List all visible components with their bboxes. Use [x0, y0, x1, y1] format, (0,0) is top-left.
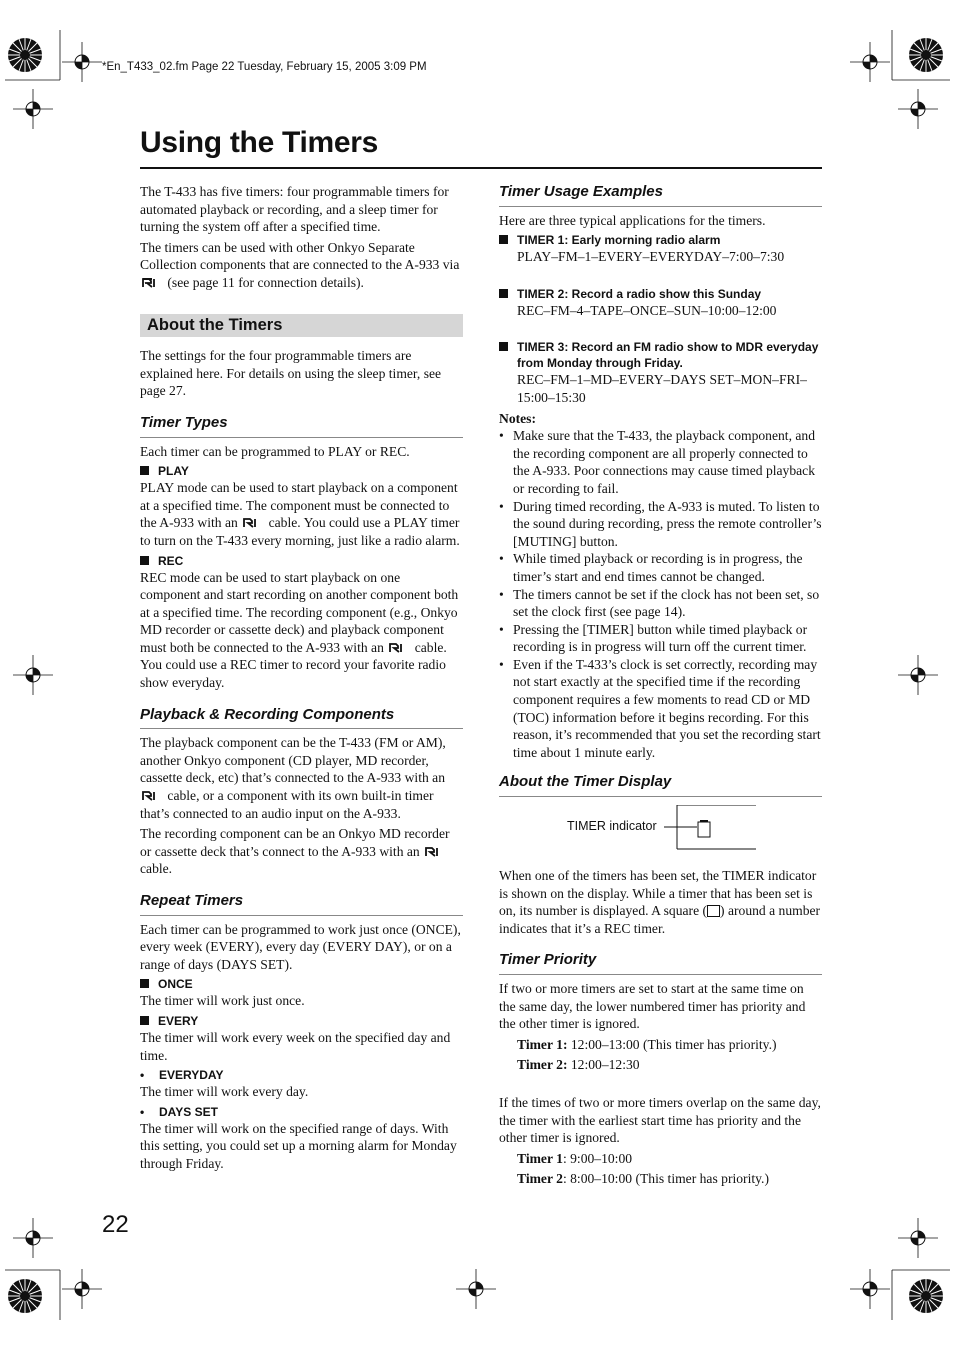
- notes-label: Notes:: [499, 410, 536, 426]
- priority-example-3: Timer 1: 9:00–10:00: [517, 1150, 633, 1166]
- example-3-label: TIMER 3: Record an FM radio show to MDR everyday from Monday through Friday.: [499, 339, 822, 371]
- note-item: • During timed recording, the A-933 is muted. To listen to the sound during recording, press the remote controller’s [MUTING] button.: [499, 498, 822, 551]
- priority-text-2: If the times of two or more timers overlap on the same day, the timer with the earliest start time has priority and the other timer is ignored.: [499, 1094, 821, 1146]
- timer-types-text: Each timer can be programmed to PLAY or REC.: [140, 443, 410, 459]
- about-timers-heading: About the Timers: [140, 314, 463, 338]
- everyday-text: The timer will work every day.: [140, 1084, 309, 1100]
- page-title: Using the Timers: [140, 126, 379, 159]
- repeat-text: Each timer can be programmed to work just once (ONCE), every week (EVERY), every day (EVERY DAY), or on a range of days (DAYS SET).: [140, 921, 461, 972]
- display-heading: About the Timer Display: [499, 773, 822, 797]
- example-1-code: PLAY–FM–1–EVERY–EVERYDAY–7:00–7:30: [517, 249, 785, 265]
- square-icon: [707, 905, 720, 917]
- note-item: • Pressing the [TIMER] button while timed playback or recording is in progress will turn off the current timer.: [499, 621, 822, 656]
- priority-example-2: Timer 2: 12:00–12:30: [517, 1057, 640, 1073]
- daysset-label: • DAYS SET: [140, 1104, 218, 1119]
- priority-text-1: If two or more timers are set to start at the same time on the same day, the lower numbered timer has priority and the other timer is ignored.: [499, 981, 806, 1032]
- priority-heading: Timer Priority: [499, 951, 822, 975]
- play-label: PLAY: [140, 463, 463, 479]
- file-header: *En_T433_02.fm Page 22 Tuesday, February 15, 2005 3:09 PM: [102, 61, 427, 73]
- example-1-label: TIMER 1: Early morning radio alarm: [499, 232, 822, 248]
- display-text: When one of the timers has been set, the TIMER indicator is shown on the display. While a timer that has been set is on, its number is displayed. A square ( ) around a number indicates that it’s a REC timer.: [499, 868, 821, 936]
- ri-icon: [142, 790, 162, 801]
- left-column: [140, 183, 463, 1176]
- intro-p2-text: The timers can be used with other Onkyo Separate Collection components that are connected to the A-933 via: [140, 239, 460, 273]
- intro-paragraph-1: The T-433 has five timers: four programmable timers for automated playback or recording, and a sleep timer for turning the system off after a specified time.: [140, 184, 449, 235]
- components-text-2: The recording component can be an Onkyo MD recorder or cassette deck that’s connect to the A-933 with an cable.: [140, 826, 450, 877]
- every-label: EVERY: [140, 1013, 463, 1029]
- rec-text: REC mode can be used to start playback on one component and start recording on another component both at a specified time. The recording component (e.g., Onkyo MD recorder or cassette deck) and playback component must both be connected to the A-933 with an cable. You could use a REC timer to record your favorite radio show everyday.: [140, 569, 459, 691]
- note-item: • Make sure that the T-433, the playback component, and the recording component are all properly connected to the A-933. Poor connections may cause timed playback or recording to fail.: [499, 427, 822, 497]
- title-rule: [140, 167, 822, 169]
- priority-example-4: Timer 2: 8:00–10:00 (This timer has priority.): [517, 1171, 769, 1187]
- daysset-text: The timer will work on the specified range of days. With this setting, you could set up a morning alarm for Monday through Friday.: [140, 1120, 457, 1171]
- every-text: The timer will work every week on the specified day and time.: [140, 1029, 451, 1063]
- priority-example-1: Timer 1: 12:00–13:00 (This timer has priority.): [517, 1036, 777, 1052]
- timer-display-figure: [499, 805, 822, 867]
- example-2-label: TIMER 2: Record a radio show this Sunday: [499, 286, 822, 302]
- page-number: 22: [102, 1211, 129, 1238]
- note-item: • Even if the T-433’s clock is set correctly, recording may not start exactly at the specified time if the recording component requires a few moments to read CD or MD (TOC) information before it begins recording. For this reason, it’s recommended that you set the recording start time about 1 minute early.: [499, 656, 822, 762]
- timer-indicator-label: TIMER indicator: [567, 819, 657, 834]
- ri-icon: [425, 846, 445, 857]
- example-3-code: REC–FM–1–MD–EVERY–DAYS SET–MON–FRI–15:00–15:30: [517, 372, 807, 405]
- everyday-label: • EVERYDAY: [140, 1068, 224, 1083]
- display-diagram: [664, 805, 824, 855]
- once-label: ONCE: [140, 976, 463, 992]
- usage-intro: Here are three typical applications for the timers.: [499, 212, 766, 228]
- ri-icon: [389, 642, 409, 653]
- components-heading: Playback & Recording Components: [140, 706, 463, 730]
- usage-heading: Timer Usage Examples: [499, 183, 822, 207]
- note-item: • The timers cannot be set if the clock has not been set, so set the clock first (see page 14).: [499, 586, 822, 621]
- intro-p2-text-end: (see page 11 for connection details).: [167, 274, 364, 290]
- play-text: PLAY mode can be used to start playback on a component at a specified time. The component must be connected to the A-933 with an cable. You could use a PLAY timer to turn on the T-433 every morning, just like a radio alarm.: [140, 480, 460, 548]
- components-text-1: The playback component can be the T-433 (FM or AM), another Onkyo component (CD player, MD recorder, cassette deck, etc) that’s connected to the A-933 with an cable, or a component with its own built-in timer that’s connected to an audio input on the A-933.: [140, 735, 446, 821]
- ri-icon: [142, 277, 162, 288]
- once-text: The timer will work just once.: [140, 993, 305, 1009]
- timer-types-heading: Timer Types: [140, 414, 463, 438]
- about-text: The settings for the four programmable timers are explained here. For details on using the sleep timer, see page 27.: [140, 348, 442, 399]
- note-item: • While timed playback or recording is in progress, the timer’s start and end times cannot be changed.: [499, 550, 822, 585]
- rec-label: REC: [140, 553, 463, 569]
- intro-paragraph-2: [140, 239, 463, 292]
- repeat-timers-heading: Repeat Timers: [140, 892, 463, 916]
- notes-list: [499, 427, 822, 761]
- example-2-code: REC–FM–4–TAPE–ONCE–SUN–10:00–12:00: [517, 302, 777, 318]
- right-column: [499, 183, 822, 1191]
- ri-icon: [243, 517, 263, 528]
